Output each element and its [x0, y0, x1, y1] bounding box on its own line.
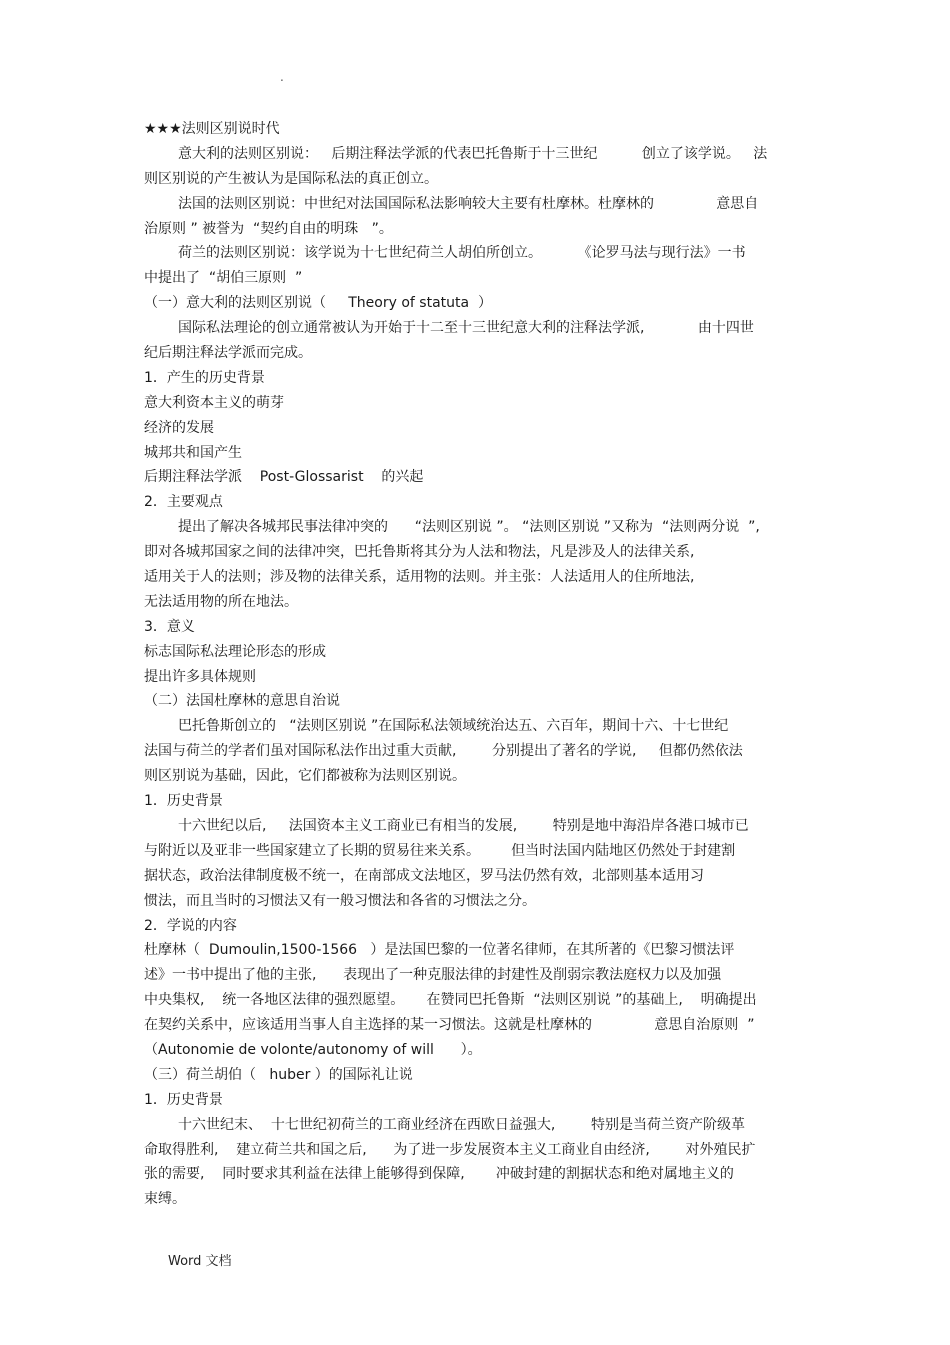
text-line: （二）法国杜摩林的意思自治说	[144, 693, 340, 710]
text-line: 惯法，而且当时的习惯法又有一般习惯法和各省的习惯法之分。	[144, 892, 536, 909]
text-line: 张的需要, 同时要求其利益在法律上能够得到保障, 冲破封建的割据状态和绝对属地主义的	[144, 1166, 734, 1183]
text-line: 经济的发展	[144, 419, 214, 436]
text-line: 提出了解决各城邦民事法律冲突的 “法则区别说 ”。 “法则区别说 ”又称为 “法则两分说 ”,	[178, 519, 760, 536]
text-line: 意大利的法则区别说： 后期注释法学派的代表巴托鲁斯于十三世纪 创立了该学说。 法	[178, 145, 768, 162]
text-line: 3．意义	[144, 618, 195, 635]
text-line: 治原则 ” 被誉为 “契约自由的明珠 ”。	[144, 220, 393, 237]
text-line: 杜摩林（ Dumoulin,1500-1566 ）是法国巴黎的一位著名律师，在其所著的《巴黎习惯法评	[144, 942, 735, 959]
text-line: 束缚。	[144, 1191, 186, 1208]
text-line: 巴托鲁斯创立的 “法则区别说 ”在国际私法领域统治达五、六百年，期间十六、十七世纪	[178, 718, 729, 735]
text-line: 与附近以及亚非一些国家建立了长期的贸易往来关系。 但当时法国内陆地区仍然处于封建割	[144, 842, 736, 859]
text-line: 标志国际私法理论形态的形成	[144, 643, 326, 660]
text-line: 提出许多具体规则	[144, 668, 256, 685]
text-line: 后期注释法学派 Post-Glossarist 的兴起	[144, 469, 424, 486]
text-line: （三）荷兰胡伯（ huber ）的国际礼让说	[144, 1066, 413, 1083]
page-footer: Word 文档	[168, 1254, 232, 1269]
text-line: 述》一书中提出了他的主张, 表现出了一种克服法律的封建性及削弱宗教法庭权力以及加强	[144, 967, 722, 984]
text-line: 城邦共和国产生	[144, 444, 242, 461]
text-line: 十六世纪末、 十七世纪初荷兰的工商业经济在西欧日益强大, 特别是当荷兰资产阶级革	[178, 1116, 745, 1133]
text-line: 纪后期注释法学派而完成。	[144, 345, 312, 362]
text-line: 法国与荷兰的学者们虽对国际私法作出过重大贡献, 分别提出了著名的学说, 但都仍然依法	[144, 743, 743, 760]
text-line: 意大利资本主义的萌芽	[144, 394, 284, 411]
text-line: 则区别说的产生被认为是国际私法的真正创立。	[144, 170, 438, 187]
text-line: 即对各城邦国家之间的法律冲突，巴托鲁斯将其分为人法和物法，凡是涉及人的法律关系,	[144, 544, 695, 561]
text-line: （Autonomie de volonte/autonomy of will ）。	[144, 1041, 482, 1058]
text-line: ★★★法则区别说时代	[144, 121, 280, 137]
text-line: 1．产生的历史背景	[144, 369, 265, 386]
document-body	[144, 117, 814, 1212]
text-line: 中央集权, 统一各地区法律的强烈愿望。 在赞同巴托鲁斯 “法则区别说 ”的基础上, 明确提出	[144, 992, 757, 1009]
text-line: （一）意大利的法则区别说（ Theory of statuta ）	[144, 295, 492, 312]
text-line: 无法适用物的所在地法。	[144, 593, 298, 610]
text-line: 国际私法理论的创立通常被认为开始于十二至十三世纪意大利的注释法学派, 由十四世	[178, 320, 754, 337]
text-line: 据状态，政治法律制度极不统一，在南部成文法地区，罗马法仍然有效，北部则基本适用习	[144, 867, 704, 884]
text-line: 在契约关系中，应该适用当事人自主选择的某一习惯法。这就是杜摩林的 意思自治原则 ”	[144, 1017, 755, 1034]
text-line: 法国的法则区别说：中世纪对法国国际私法影响较大主要有杜摩林。杜摩林的 意思自	[178, 195, 759, 212]
top-mark: .	[280, 70, 284, 84]
text-line: 2．主要观点	[144, 494, 223, 511]
text-line: 命取得胜利, 建立荷兰共和国之后, 为了进一步发展资本主义工商业自由经济, 对外殖民扩	[144, 1141, 756, 1158]
text-line: 十六世纪以后, 法国资本主义工商业已有相当的发展, 特别是地中海沿岸各港口城市已	[178, 817, 749, 834]
text-line: 1．历史背景	[144, 793, 223, 810]
text-line: 中提出了 “胡伯三原则 ”	[144, 270, 303, 287]
text-line: 2．学说的内容	[144, 917, 237, 934]
text-line: 则区别说为基础，因此，它们都被称为法则区别说。	[144, 768, 466, 785]
text-line: 1．历史背景	[144, 1091, 223, 1108]
text-line: 适用关于人的法则；涉及物的法律关系，适用物的法则。并主张：人法适用人的住所地法,	[144, 569, 695, 586]
text-line: 荷兰的法则区别说：该学说为十七世纪荷兰人胡伯所创立。 《论罗马法与现行法》一书	[178, 245, 746, 262]
